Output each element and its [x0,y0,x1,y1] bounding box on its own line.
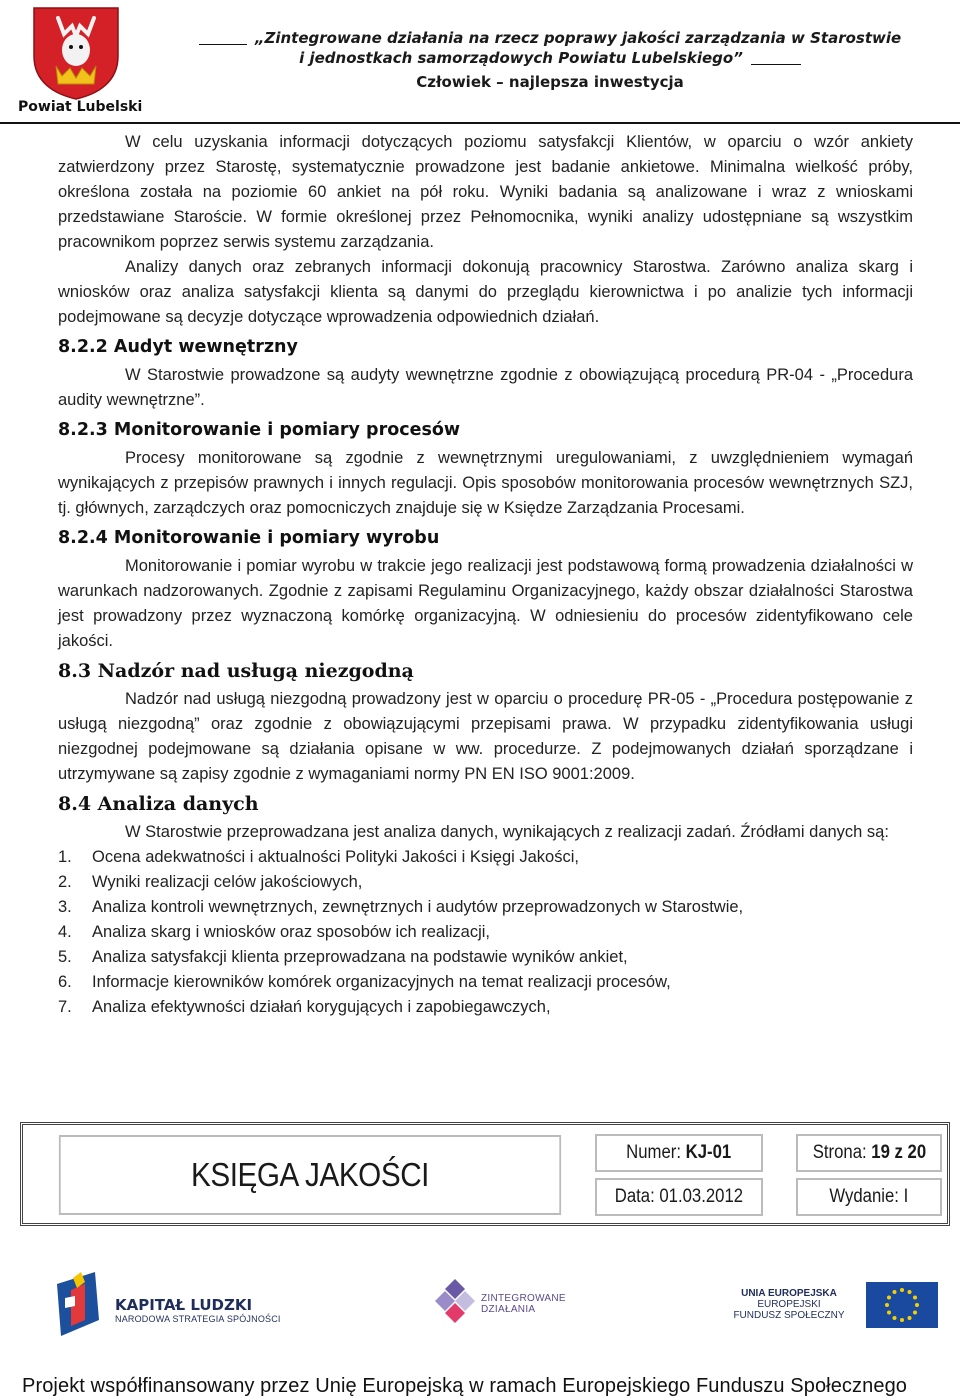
section-heading-8-4: 8.4 Analiza danych [58,793,259,815]
section-heading-8-2-2: 8.2.2 Audyt wewnętrzny [58,337,298,357]
page-header [0,0,960,126]
document-edition: Wydanie: I [796,1178,942,1216]
paragraph: Monitorowanie i pomiar wyrobu w trakcie jego realizacji jest podstawową formą prowadzenia działalności w warunkach nadzorowanych. Zgodnie z zapisami Regulaminu Organizacyjnego, każdy obszar działalności Starostwa jest prowadzony przez wyznaczoną komórkę organizacyjną. W odniesieniu do procesów zidentyfikowano cele jakości. [58,557,913,650]
paragraph: W Starostwie przeprowadzana jest analiza danych, wynikających z realizacji zadań. Źródłami danych są: [125,823,889,841]
paragraph: W Starostwie prowadzone są audyty wewnętrzne zgodnie z obowiązującą procedurą PR-04 - „Procedura audity wewnętrzne”. [58,366,913,409]
list-item: 5. Analiza satysfakcji klienta przeprowadzana na podstawie wyników ankiet, [58,948,628,966]
header-line-2: i jednostkach samorządowych Powiatu Lubelskiego” [299,49,743,67]
document-date: Data: 01.03.2012 [595,1178,763,1216]
zintegrowane-dzialania-logo: ZINTEGROWANE DZIAŁANIA [434,1277,564,1335]
document-title: KSIĘGA JAKOŚCI [59,1135,561,1215]
eu-social-fund-logo: UNIA EUROPEJSKA EUROPEJSKI FUNDUSZ SPOŁECZNY [714,1270,946,1340]
list-item: 7. Analiza efektywności działań korygujących i zapobiegawczych, [58,998,551,1016]
list-item: 1. Ocena adekwatności i aktualności Polityki Jakości i Księgi Jakości, [58,848,579,866]
document-number: Numer: KJ-01 [595,1134,763,1172]
paragraph: W celu uzyskania informacji dotyczących poziomu satysfakcji Klientów, w oparciu o wzór ankiety zatwierdzony przez Starostę, systematycznie prowadzone jest badanie ankietowe. Minimalna wielkość próby, określona została na poziomie 60 ankiet na pół roku. Wyniki badania są analizowane i wraz z wnioskami przedstawiane Staroście. W formie określonej przez Pełnomocnika, wyniki analizy udostępniane są wszystkim pracownikom poprzez serwis systemu zarządzania. [58,133,913,251]
underline-decor [751,53,801,65]
paragraph: Procesy monitorowane są zgodnie z wewnętrznymi uregulowaniami, z uwzględnieniem wymagań wynikających z przepisów prawnych i innych regulacji. Opis sposobów monitorowania procesów wewnętrznych SZJ, tj. głównych, zarządczych oraz pomocniczych znajduje się w Księdze Zarządzania Procesami. [58,449,913,517]
crest-label: Powiat Lubelski [18,99,143,115]
document-footer-box [20,1122,950,1226]
cofinancing-note: Projekt współfinansowany przez Unię Europejską w ramach Europejskiego Funduszu Społecznego [22,1375,908,1397]
header-title [150,28,950,92]
coat-of-arms-icon [28,4,124,100]
eu-flag-icon [866,1282,938,1328]
list-item: 6. Informacje kierowników komórek organizacyjnych na temat realizacji procesów, [58,973,671,991]
underline-decor [199,33,247,45]
page-number: Strona: 19 z 20 [796,1134,942,1172]
document-body [58,130,913,1020]
section-heading-8-2-3: 8.2.3 Monitorowanie i pomiary procesów [58,420,461,440]
paragraph: Analizy danych oraz zebranych informacji dokonują pracownicy Starostwa. Zarówno analiza skarg i wniosków oraz analiza satysfakcji klienta są danymi do przeglądu kierownictwa i po analizie tych informacji podejmowane są decyzje dotyczące wprowadzenia odpowiednich działań. [58,258,913,326]
list-item: 3. Analiza kontroli wewnętrznych, zewnętrznych i audytów przeprowadzonych w Starostwie, [58,898,744,916]
section-heading-8-2-4: 8.2.4 Monitorowanie i pomiary wyrobu [58,528,440,548]
list-item: 4. Analiza skarg i wniosków oraz sposobów ich realizacji, [58,923,491,941]
header-line-1: „Zintegrowane działania na rzecz poprawy jakości zarządzania w Starostwie [254,29,902,47]
paragraph: Nadzór nad usługą niezgodną prowadzony jest w oparciu o procedurę PR-05 - „Procedura postępowanie z usługą niezgodną” oraz zgodnie z obowiązującymi przepisami prawa. W przypadku zidentyfikowania usługi niezgodnej podejmowane są działania opisane w ww. procedurze. Z podejmowanych działań sporządzane i utrzymywane są zapisy zgodnie z wymaganiami normy PN EN ISO 9001:2009. [58,690,913,783]
header-divider [0,122,960,124]
header-line-3: Człowiek – najlepsza inwestycja [416,73,684,91]
data-sources-list [58,845,913,1020]
zintegrowane-dzialania-icon [434,1277,476,1323]
section-heading-8-3: 8.3 Nadzór nad usługą niezgodną [58,660,414,682]
list-item: 2. Wyniki realizacji celów jakościowych, [58,873,363,891]
kapital-ludzki-logo: KAPITAŁ LUDZKI NARODOWA STRATEGIA SPÓJNOŚCI [55,1270,285,1340]
kapital-ludzki-icon [55,1270,105,1338]
